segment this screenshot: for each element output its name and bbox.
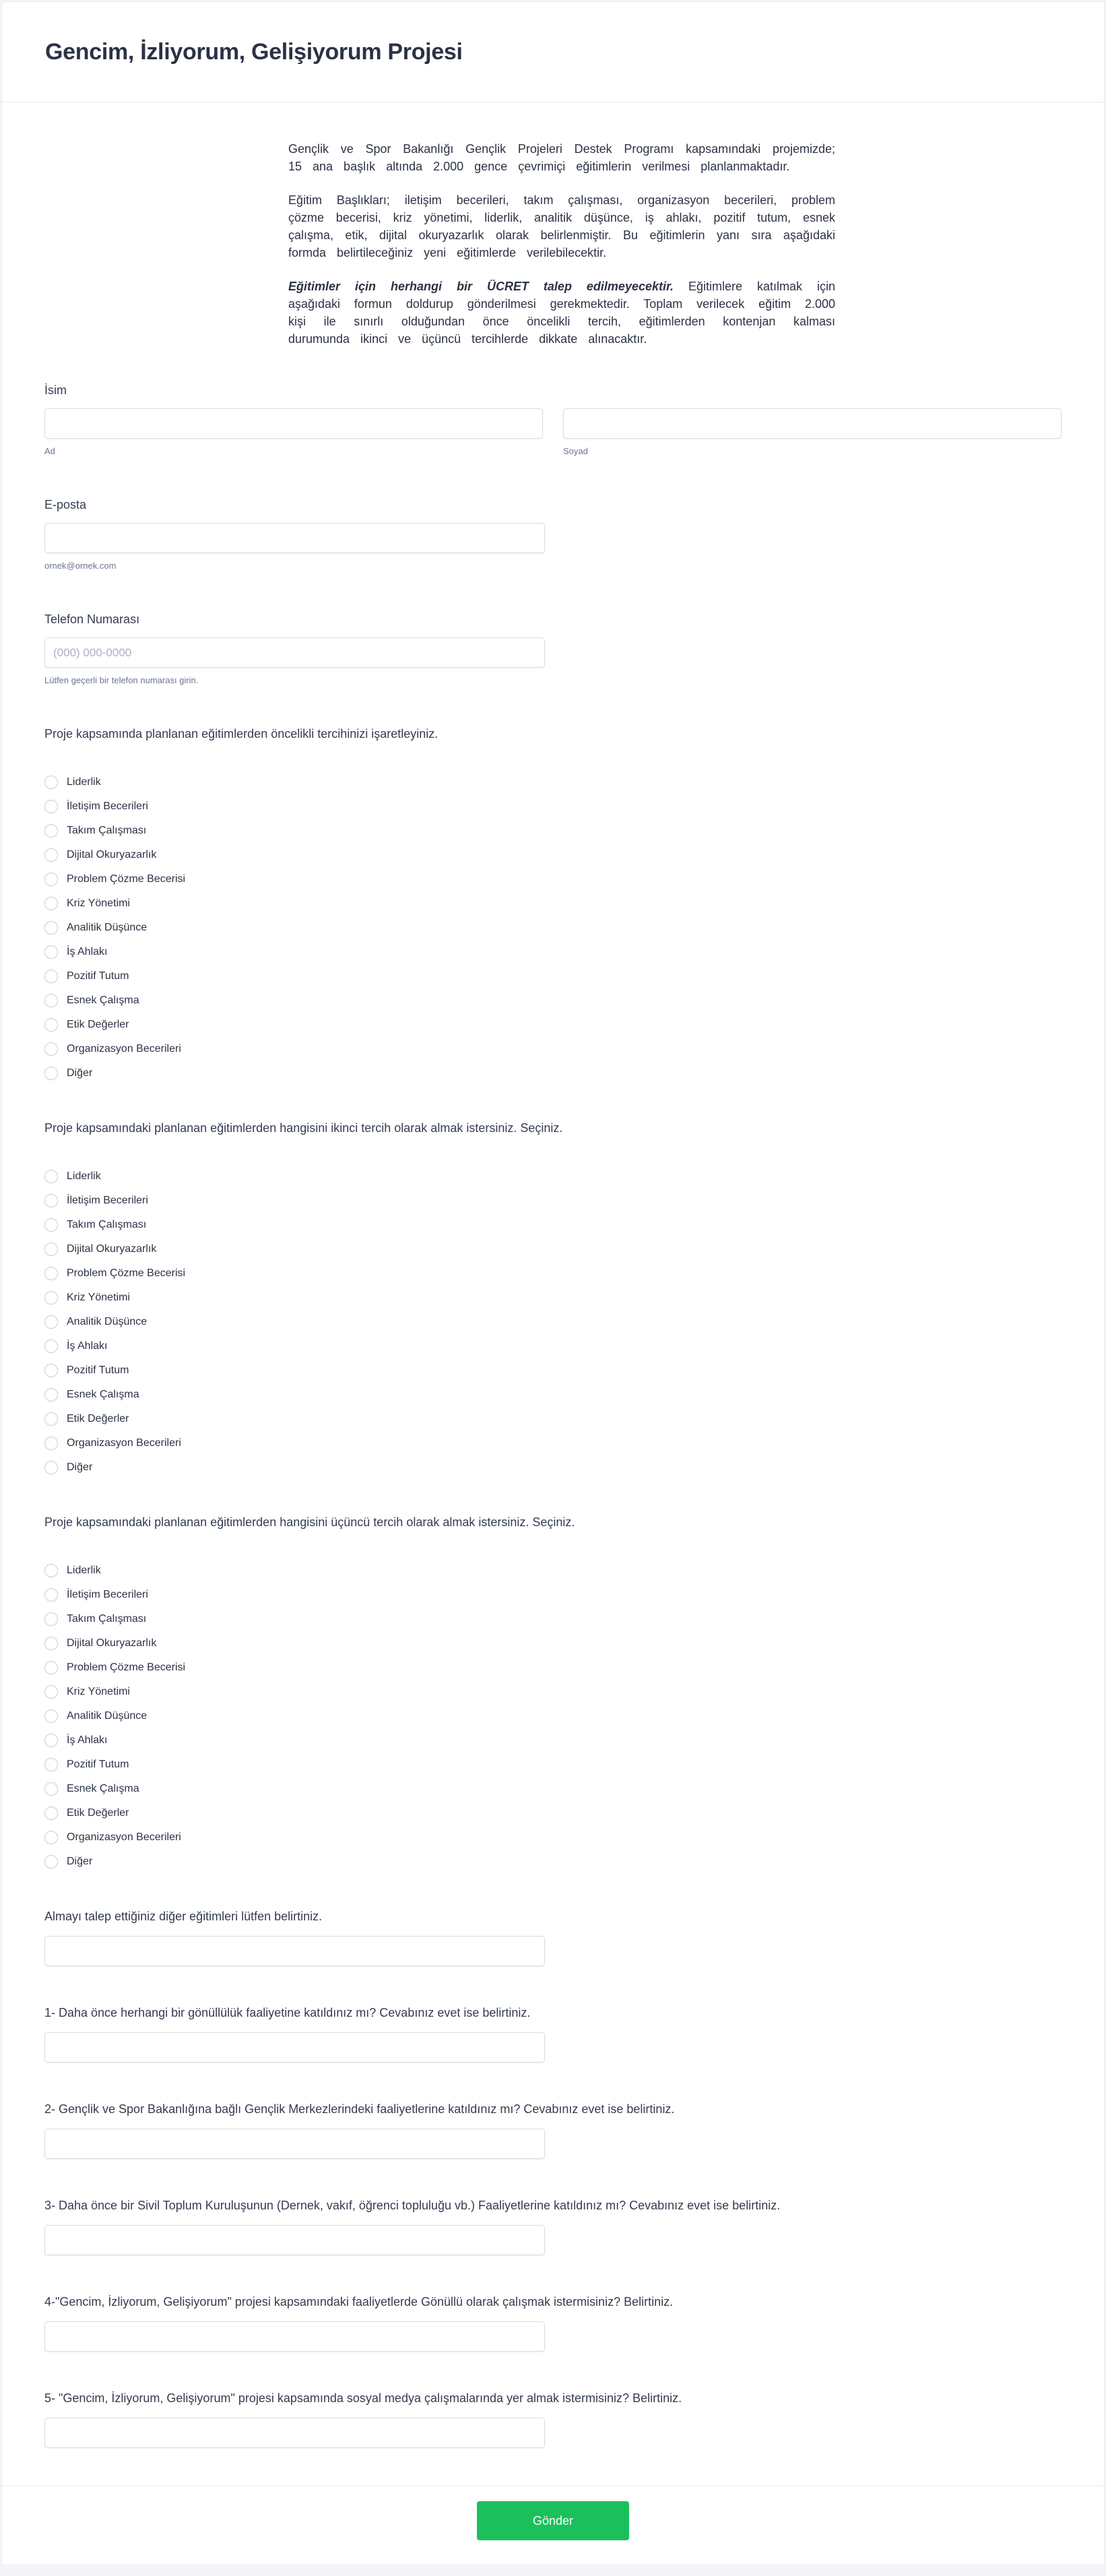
radio-button-icon[interactable] bbox=[44, 1067, 58, 1080]
radio-option-label: Takım Çalışması bbox=[67, 1219, 147, 1230]
radio-option-label: İş Ahlakı bbox=[67, 1340, 108, 1352]
name-label: İsim bbox=[44, 383, 67, 397]
email-input-wrap bbox=[44, 523, 1062, 553]
radio-option-label: İş Ahlakı bbox=[67, 946, 108, 957]
field-full-name bbox=[44, 381, 1062, 457]
radio-button-icon[interactable] bbox=[44, 800, 58, 813]
radio-option-label: Etik Değerler bbox=[67, 1413, 129, 1424]
text-question-input[interactable] bbox=[44, 2225, 545, 2255]
text-question-3-ngo bbox=[44, 2197, 1062, 2255]
radio-option[interactable] bbox=[44, 1734, 1062, 1747]
radio-option[interactable] bbox=[44, 848, 1062, 862]
radio-option[interactable] bbox=[44, 1018, 1062, 1032]
radio-option-label: İletişim Becerileri bbox=[67, 1589, 148, 1600]
radio-button-icon[interactable] bbox=[44, 1831, 58, 1844]
radio-option[interactable] bbox=[44, 1612, 1062, 1626]
last-name-input[interactable] bbox=[563, 408, 1062, 439]
radio-option[interactable] bbox=[44, 824, 1062, 838]
email-input[interactable] bbox=[44, 523, 545, 553]
radio-option-label: İş Ahlakı bbox=[67, 1734, 108, 1746]
radio-option[interactable] bbox=[44, 1067, 1062, 1080]
intro-paragraph-1: Gençlik ve Spor Bakanlığı Gençlik Projeleri Destek Programı kapsamındaki projemizde; 15 ana başlık altında 2.000 gence çevrimiçi eğitimlerin verilmesi planlanmaktadır. bbox=[288, 142, 835, 173]
radio-button-icon[interactable] bbox=[44, 824, 58, 838]
email-label: E-posta bbox=[44, 498, 87, 511]
text-question-input[interactable] bbox=[44, 2418, 545, 2448]
phone-input[interactable] bbox=[44, 637, 545, 668]
radio-option[interactable] bbox=[44, 1291, 1062, 1305]
radio-option[interactable] bbox=[44, 1388, 1062, 1402]
radio-option-label: Organizasyon Becerileri bbox=[67, 1831, 181, 1843]
radio-option-label: Esnek Çalışma bbox=[67, 1389, 139, 1400]
radio-option-label: Esnek Çalışma bbox=[67, 995, 139, 1006]
text-question-other-trainings bbox=[44, 1908, 1062, 1966]
radio-option-label: Liderlik bbox=[67, 776, 101, 788]
radio-button-icon[interactable] bbox=[44, 1564, 58, 1577]
text-question-input[interactable] bbox=[44, 1936, 545, 1966]
radio-button-icon[interactable] bbox=[44, 1734, 58, 1747]
radio-button-icon[interactable] bbox=[44, 1170, 58, 1183]
radio-option-label: Dijital Okuryazarlık bbox=[67, 1243, 157, 1255]
radio-option[interactable] bbox=[44, 1042, 1062, 1056]
form-card bbox=[1, 1, 1105, 2565]
radio-option[interactable] bbox=[44, 1758, 1062, 1771]
radio-button-icon[interactable] bbox=[44, 1461, 58, 1474]
radio-option-label: Takım Çalışması bbox=[67, 1613, 147, 1625]
radio-button-icon[interactable] bbox=[44, 1315, 58, 1329]
form-body bbox=[2, 140, 1104, 2448]
radio-option-label: Organizasyon Becerileri bbox=[67, 1437, 181, 1449]
radio-button-icon[interactable] bbox=[44, 1758, 58, 1771]
radio-button-icon[interactable] bbox=[44, 848, 58, 862]
radio-button-icon[interactable] bbox=[44, 1437, 58, 1450]
phone-input-wrap bbox=[44, 637, 1062, 668]
radio-button-icon[interactable] bbox=[44, 1661, 58, 1674]
radio-option[interactable] bbox=[44, 776, 1062, 789]
name-sublabels-row bbox=[44, 439, 1062, 457]
page-title: Gencim, İzliyorum, Gelişiyorum Projesi bbox=[45, 38, 463, 65]
radio-option[interactable] bbox=[44, 1709, 1062, 1723]
radio-option-label: Problem Çözme Becerisi bbox=[67, 873, 186, 885]
intro-paragraph-3 bbox=[288, 278, 835, 348]
last-name-sublabel: Soyad bbox=[563, 446, 588, 456]
radio-option-label: Takım Çalışması bbox=[67, 825, 147, 836]
radio-button-icon[interactable] bbox=[44, 1267, 58, 1280]
name-inputs-row bbox=[44, 408, 1062, 439]
radio-button-icon[interactable] bbox=[44, 1218, 58, 1232]
radio-option[interactable] bbox=[44, 897, 1062, 910]
intro-paragraph-3-bold: Eğitimler için herhangi bir ÜCRET talep edilmeyecektir. bbox=[288, 280, 674, 293]
first-name-input[interactable] bbox=[44, 408, 543, 439]
text-question-label: 1- Daha önce herhangi bir gönüllülük faaliyetine katıldınız mı? Cevabınız evet ise belirtiniz. bbox=[44, 2006, 531, 2019]
text-question-label: 2- Gençlik ve Spor Bakanlığına bağlı Gençlik Merkezlerindeki faaliyetlerine katıldınız mı? Cevabınız evet ise belirtiniz. bbox=[44, 2102, 675, 2116]
radio-option-label: İletişim Becerileri bbox=[67, 1195, 148, 1206]
radio-option[interactable] bbox=[44, 1437, 1062, 1450]
phone-sublabel: Lütfen geçerli bir telefon numarası girin. bbox=[44, 675, 199, 685]
radio-button-icon[interactable] bbox=[44, 1364, 58, 1377]
radio-options-list bbox=[44, 1170, 1062, 1474]
intro-text-block bbox=[288, 140, 835, 348]
submit-button[interactable]: Gönder bbox=[477, 2501, 629, 2540]
radio-option-label: Dijital Okuryazarlık bbox=[67, 1637, 157, 1649]
radio-option[interactable] bbox=[44, 921, 1062, 935]
radio-option-label: Pozitif Tutum bbox=[67, 1364, 129, 1376]
radio-option[interactable] bbox=[44, 1170, 1062, 1183]
radio-button-icon[interactable] bbox=[44, 1018, 58, 1032]
radio-option-label: Diğer bbox=[67, 1067, 93, 1079]
radio-option[interactable] bbox=[44, 1412, 1062, 1426]
text-question-label: Almayı talep ettiğiniz diğer eğitimleri lütfen belirtiniz. bbox=[44, 1910, 323, 1923]
radio-option[interactable] bbox=[44, 1340, 1062, 1353]
form-header bbox=[2, 2, 1104, 102]
radio-option-label: İletişim Becerileri bbox=[67, 800, 148, 812]
text-question-input[interactable] bbox=[44, 2032, 545, 2063]
radio-option-label: Diğer bbox=[67, 1856, 93, 1867]
radio-button-icon[interactable] bbox=[44, 1340, 58, 1353]
radio-option-label: Analitik Düşünce bbox=[67, 922, 148, 933]
text-question-input[interactable] bbox=[44, 2321, 545, 2352]
radio-button-icon[interactable] bbox=[44, 1412, 58, 1426]
radio-option-label: Organizasyon Becerileri bbox=[67, 1043, 181, 1055]
radio-button-icon[interactable] bbox=[44, 1637, 58, 1650]
intro-paragraph-2: Eğitim Başlıkları; iletişim becerileri, takım çalışması, organizasyon becerileri, problem çözme becerisi, kriz yönetimi, liderlik, analitik düşünce, iş ahlakı, pozitif tutum, esnek çalışma, etik, dijital okuryazarlık olarak belirlenmiştir. Bu eğitimlerin yanı sıra aşağıdaki formda belirtileceğiniz yeni eğitimlerde verilebilecektir. bbox=[288, 193, 835, 259]
radio-option-label: Pozitif Tutum bbox=[67, 970, 129, 982]
radio-option-label: Analitik Düşünce bbox=[67, 1710, 148, 1722]
radio-button-icon[interactable] bbox=[44, 1588, 58, 1602]
radio-button-icon[interactable] bbox=[44, 1194, 58, 1207]
radio-option-label: Esnek Çalışma bbox=[67, 1783, 139, 1794]
radio-button-icon[interactable] bbox=[44, 1243, 58, 1256]
radio-option-label: Problem Çözme Becerisi bbox=[67, 1267, 186, 1279]
text-question-5-social-media bbox=[44, 2389, 1062, 2448]
radio-option[interactable] bbox=[44, 1661, 1062, 1674]
radio-option[interactable] bbox=[44, 1588, 1062, 1602]
radio-options-list bbox=[44, 1564, 1062, 1868]
radio-option[interactable] bbox=[44, 1564, 1062, 1577]
radio-options-list bbox=[44, 776, 1062, 1080]
radio-option-label: Problem Çözme Becerisi bbox=[67, 1662, 186, 1673]
field-email bbox=[44, 496, 1062, 571]
radio-button-icon[interactable] bbox=[44, 921, 58, 935]
radio-option[interactable] bbox=[44, 1315, 1062, 1329]
form-footer bbox=[2, 2486, 1104, 2565]
radio-option[interactable] bbox=[44, 800, 1062, 813]
radio-option-label: Liderlik bbox=[67, 1170, 101, 1182]
radio-button-icon[interactable] bbox=[44, 873, 58, 886]
radio-option-label: Dijital Okuryazarlık bbox=[67, 849, 157, 860]
radio-option[interactable] bbox=[44, 1218, 1062, 1232]
first-name-sublabel: Ad bbox=[44, 446, 55, 456]
text-question-4-volunteer-work bbox=[44, 2293, 1062, 2352]
radio-button-icon[interactable] bbox=[44, 945, 58, 959]
radio-option[interactable] bbox=[44, 1685, 1062, 1699]
radio-option-label: Liderlik bbox=[67, 1565, 101, 1576]
radio-option[interactable] bbox=[44, 1831, 1062, 1844]
email-sublabel: ornek@ornek.com bbox=[44, 561, 117, 571]
radio-option[interactable] bbox=[44, 873, 1062, 886]
radio-option[interactable] bbox=[44, 1807, 1062, 1820]
radio-option-label: Kriz Yönetimi bbox=[67, 898, 130, 909]
radio-option[interactable] bbox=[44, 1364, 1062, 1377]
text-question-2-youth-centers bbox=[44, 2100, 1062, 2159]
radio-option-label: Diğer bbox=[67, 1462, 93, 1473]
radio-button-icon[interactable] bbox=[44, 1709, 58, 1723]
radio-option-label: Kriz Yönetimi bbox=[67, 1292, 130, 1303]
radio-option-label: Kriz Yönetimi bbox=[67, 1686, 130, 1697]
radio-question-third-choice bbox=[44, 1513, 1062, 1868]
phone-label: Telefon Numarası bbox=[44, 612, 140, 626]
radio-option-label: Etik Değerler bbox=[67, 1807, 129, 1819]
radio-option[interactable] bbox=[44, 945, 1062, 959]
radio-button-icon[interactable] bbox=[44, 897, 58, 910]
radio-question-first-choice bbox=[44, 725, 1062, 1080]
radio-option[interactable] bbox=[44, 970, 1062, 983]
radio-question-label: Proje kapsamında planlanan eğitimlerden öncelikli tercihinizi işaretleyiniz. bbox=[44, 727, 438, 741]
radio-button-icon[interactable] bbox=[44, 1782, 58, 1796]
field-phone bbox=[44, 610, 1062, 686]
radio-option[interactable] bbox=[44, 1637, 1062, 1650]
radio-option[interactable] bbox=[44, 1267, 1062, 1280]
intro-paragraph-3-rest: Eğitimlere katılmak için aşağıdaki formun doldurup gönderilmesi gerekmektedir. Toplam verilecek eğitim 2.000 kişi ile sınırlı olduğundan önce öncelikli tercih, eğitimlerden kontenjan kalması durumunda ikinci ve üçüncü tercihlerde dikkate alınacaktır. bbox=[288, 280, 836, 346]
text-question-1-volunteering bbox=[44, 2004, 1062, 2063]
radio-button-icon[interactable] bbox=[44, 1042, 58, 1056]
radio-button-icon[interactable] bbox=[44, 1291, 58, 1305]
radio-option[interactable] bbox=[44, 1461, 1062, 1474]
radio-option-label: Etik Değerler bbox=[67, 1019, 129, 1030]
radio-option[interactable] bbox=[44, 1194, 1062, 1207]
text-question-label: 5- "Gencim, İzliyorum, Gelişiyorum" projesi kapsamında sosyal medya çalışmalarında yer almak istermisiniz? Belirtiniz. bbox=[44, 2391, 682, 2405]
first-name-col bbox=[44, 408, 543, 439]
radio-question-second-choice bbox=[44, 1119, 1062, 1474]
radio-button-icon[interactable] bbox=[44, 776, 58, 789]
radio-option-label: Pozitif Tutum bbox=[67, 1759, 129, 1770]
radio-button-icon[interactable] bbox=[44, 1807, 58, 1820]
radio-button-icon[interactable] bbox=[44, 1685, 58, 1699]
radio-button-icon[interactable] bbox=[44, 970, 58, 983]
radio-button-icon[interactable] bbox=[44, 1612, 58, 1626]
radio-option[interactable] bbox=[44, 1782, 1062, 1796]
radio-option-label: Analitik Düşünce bbox=[67, 1316, 148, 1327]
text-question-input[interactable] bbox=[44, 2129, 545, 2159]
radio-button-icon[interactable] bbox=[44, 1855, 58, 1868]
text-question-label: 3- Daha önce bir Sivil Toplum Kuruluşunun (Dernek, vakıf, öğrenci topluluğu vb.) Faaliyetlerine katıldınız mı? Cevabınız evet ise belirtiniz. bbox=[44, 2199, 781, 2212]
radio-option[interactable] bbox=[44, 1855, 1062, 1868]
radio-option[interactable] bbox=[44, 994, 1062, 1007]
radio-button-icon[interactable] bbox=[44, 1388, 58, 1402]
radio-question-label: Proje kapsamındaki planlanan eğitimlerden hangisini üçüncü tercih olarak almak istersiniz. Seçiniz. bbox=[44, 1515, 575, 1529]
text-question-label: 4-"Gencim, İzliyorum, Gelişiyorum" projesi kapsamındaki faaliyetlerde Gönüllü olarak çalışmak istermisiniz? Belirtiniz. bbox=[44, 2295, 674, 2308]
radio-option[interactable] bbox=[44, 1243, 1062, 1256]
last-name-col bbox=[563, 408, 1062, 439]
radio-question-label: Proje kapsamındaki planlanan eğitimlerden hangisini ikinci tercih olarak almak istersiniz. Seçiniz. bbox=[44, 1121, 563, 1135]
radio-button-icon[interactable] bbox=[44, 994, 58, 1007]
